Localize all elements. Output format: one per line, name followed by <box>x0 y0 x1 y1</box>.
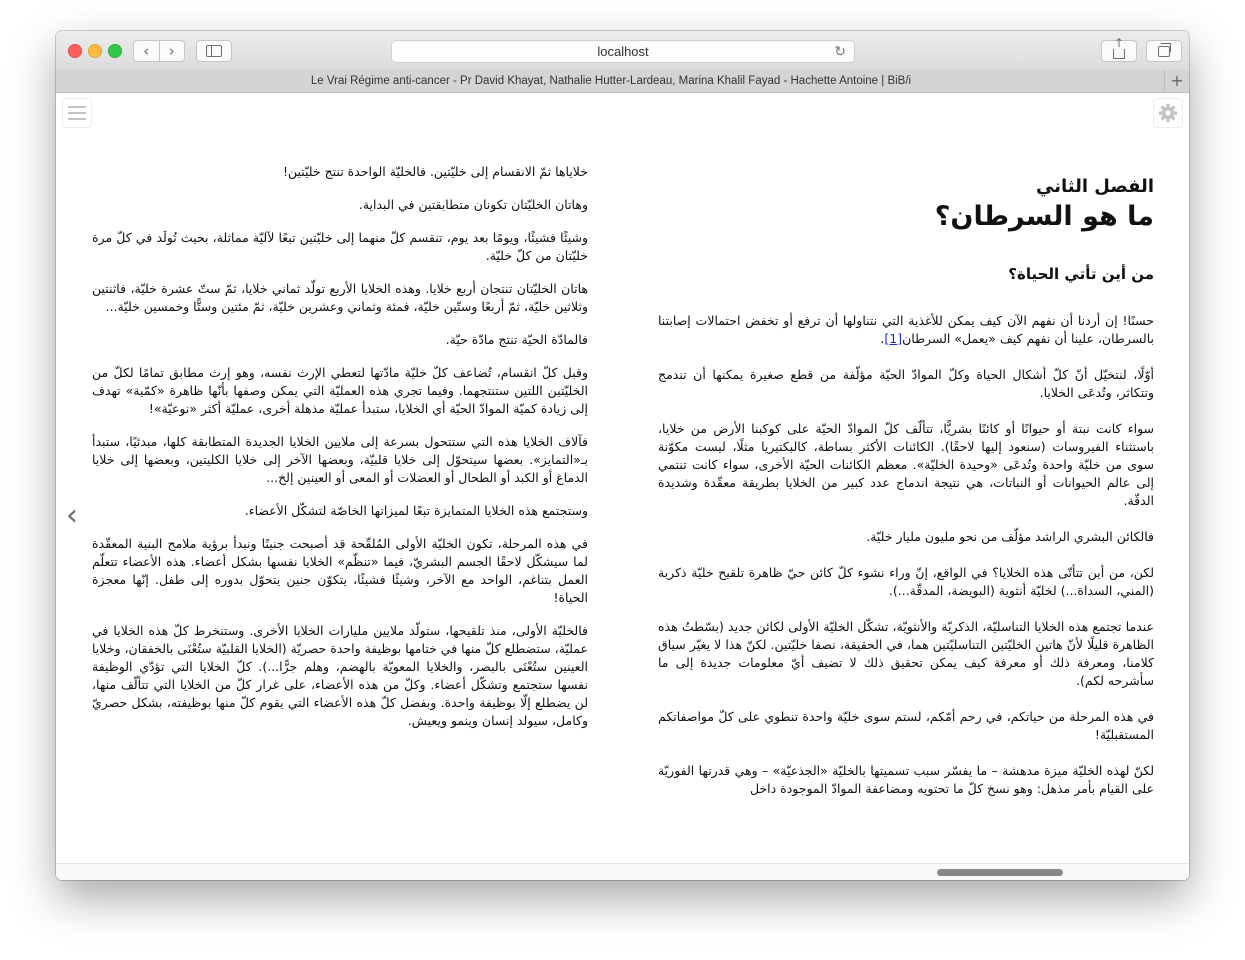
paragraph: فآلاف الخلايا هذه التي ستتحول بسرعة إلى ملايين الخلايا الجديدة المتطابقة كلها، مبدئيًا، ستبدأ بـ«التمايز». بعضها سيتحوّل إلى خلايا قلبيّة، وبعضها الآخر إلى خلايا الكليتين، وبعضها إلى خلايا الدماغ أو الكبد أو الطحال أو العضلات أو المعى أو العينين إلخ... <box>92 434 588 485</box>
paragraph: في هذه المرحلة، تكون الخليّة الأولى المُلقّحة قد أصبحت جنينًا ونبدأ برؤية ملامح البنية المعقّدة لما سيشكّل لاحقًا الجسم البشريّ، فيما «تنظّم» الخلايا نفسها بشكل أعضاء. هذه الأعضاء تتعلّم العمل بتناغم، الواحد مع الآخر، وشيئًا فشيئًا، يتكوّن جنين يتحوّل بدوره إلى طفل. إنّها معجزة الحياة! <box>92 536 588 605</box>
intro-end: . <box>880 331 885 346</box>
hamburger-icon-line <box>68 112 86 114</box>
close-window-button[interactable] <box>68 44 82 58</box>
gear-icon <box>1158 103 1178 123</box>
paragraph: خلاياها ثمّ الانقسام إلى خليّتين. فالخليّة الواحدة تنتج خليّتين! <box>282 164 588 179</box>
back-button[interactable]: ‹ <box>134 41 160 61</box>
scrollbar-thumb[interactable] <box>937 869 1063 876</box>
history-nav-group <box>133 40 185 62</box>
previous-page-arrow[interactable]: ‹ <box>66 498 78 533</box>
reader-viewport <box>56 93 1189 880</box>
show-tabs-button[interactable] <box>1146 40 1182 62</box>
tabs-icon <box>1158 46 1170 57</box>
paragraph: لكن، من أين تتأتّى هذه الخلايا؟ في الواقع، إنّ وراء نشوء كلّ كائن حيّ ظاهرة تلقيح خليّة ذكرية (المني، السداة...) لخليّة أنثوية (البويضة، المدقّة...). <box>658 565 1154 598</box>
paragraph: فالخليّة الأولى، منذ تلقيحها، ستولّد ملايين مليارات الخلايا الأخرى. وستنخرط كلّ هذه الخلايا في عمليّة، ستضطلع كلّ منها في ختامها بوظيفة واحدة حصريّة (الخلايا القلبيّة ستُعْنَى بالخفقان، وخلايا العينين ستُعْنَى بالبصر، والخلايا المعويّة بالهضم، وهلم جرًّا...). كلّ الخلايا التي تؤدّي الوظيفة نفسها ستجتمع وتشكّل أعضاء. وكلّ من هذه الأعضاء، على غرار كلّ من الخلايا التي تتألّف منها، لن يضطلع إلّا بوظيفة واحدة. وبفضل كلّ هذه الأعضاء التي يقوم كلّ منها بوظيفته، بشكل حصريّ وكامل، سيولد إنسان وينمو ويعيش. <box>92 623 588 728</box>
sidebar-toggle-button[interactable] <box>196 40 232 62</box>
paragraph: في هذه المرحلة من حياتكم، في رحم أمّكم، لستم سوى خليّة واحدة تنطوي على كلّ مواصفاتكم المستقبليّة! <box>658 709 1154 742</box>
paragraph: وستجتمع هذه الخلايا المتمايزة تبعًا لميزاتها الخاصّة لتشكّل الأعضاء. <box>244 503 588 518</box>
reader-settings-button[interactable] <box>1153 98 1183 128</box>
minimize-window-button[interactable] <box>88 44 102 58</box>
footnote-link[interactable]: [1] <box>884 331 903 346</box>
tab-bar <box>56 70 1189 93</box>
chapter-title: ما هو السرطان؟ <box>934 201 1154 232</box>
active-tab[interactable]: Le Vrai Régime anti-cancer - Pr David Khayat, Nathalie Hutter-Lardeau, Marina Khalil Fayad - Hachette Antoine | BiB/i <box>310 75 912 87</box>
paragraph: فالمادّة الحيّة تنتج مادّة حيّة. <box>445 332 588 347</box>
reader-menu-button[interactable] <box>62 98 92 128</box>
forward-button[interactable]: › <box>168 42 175 60</box>
reload-icon[interactable]: ↻ <box>834 43 846 59</box>
zoom-window-button[interactable] <box>108 44 122 58</box>
share-button[interactable] <box>1101 40 1137 62</box>
horizontal-scrollbar[interactable] <box>56 863 1189 880</box>
intro-text: حسنًا! إن أردنا أن نفهم الآن كيف يمكن للأغذية التي نتناولها أن ترفع أو تخفض احتمالات إصابتنا بالسرطان، علينا أن نفهم كيف «يعمل» السرطان <box>658 313 1154 346</box>
paragraph: عندما تجتمع هذه الخلايا التناسليّة، الذكريّة والأنثويّة، تشكّل الخليّة الأولى لكائن جديد (بسّطتُ هذه الظاهرة قليلًا لأنّ هاتين الخليّتين التناسليّتين هما، في الحقيقة، نصفا خليّتين. لكنّ هذا لا يغيّر سياق كلامنا، ومعرفة ذلك أو معرفة كيف يمكن تحقيق ذلك لا تضيف أيّ معلومات جديدة إلى ما سأشرحه لكم). <box>658 619 1154 688</box>
sidebar-icon <box>206 45 222 57</box>
paragraph: وقبل كلّ انقسام، تُضاعف كلّ خليّة مادّتها لتعطي الإرث نفسه، وهو إرث مطابق تمامًا لكلّ من الخليّتين اللتين ستنتجهما. وفيما تجري هذه العمليّة التي يمكن وصفها بأنّها ظاهرة «كمّية» تهدف إلى زيادة كميّة الموادّ الحيّة أي الخلايا، ستبدأ عمليّة مذهلة أخرى، عمليّة أكثر «نوعيّة»! <box>92 365 588 416</box>
paragraph: سواء كانت نبتة أو حيوانًا أو كائنًا بشريًّا، تتألّف كلّ الموادّ الحيّة على كوكبنا الأرض من خلايا، باستثناء الفيروسات (سنعود إليها لاحقًا). الكائنات الأكثر بساطة، كالبكتيريا مثلًا، ليست مكوّنة سوى من خليّة واحدة وتُدعَى «وحيدة الخليّة». معظم الكائنات الحيّة الأخرى، سواء كانت تنتمي إلى عالم الحيوانات أو النباتات، هي نتيجة اندماج عدد كبير من الخلايا بطريقة معقّدة وشديدة الدقّة. <box>658 421 1154 508</box>
paragraph: لكنّ لهذه الخليّة ميزة مدهشة – ما يفسّر سبب تسميتها بالخليّة «الجذعيّة» – وهي قدرتها الفوريّة على القيام بأمر مذهل: وهو نسخ كلّ ما تحتويه ومضاعفة الموادّ الموجودة داخل <box>658 763 1154 796</box>
address-text: localhost <box>597 44 649 59</box>
hamburger-icon-line <box>68 118 86 120</box>
paragraph: هاتان الخليّتان تنتجان أربع خلايا. وهذه الخلايا الأربع تولّد ثماني خلايا، ثمّ ستّ عشرة خليّة، فاثنتين وثلاثين خليّة، ثمّ أربعًا وستّين خليّة، فمئة وثماني وعشرين خليّة، ثمّ مئتين وستًّا وخمسين خليّة... <box>92 281 588 314</box>
share-icon <box>1113 49 1125 59</box>
right-page <box>658 176 1154 816</box>
address-bar[interactable] <box>391 40 855 63</box>
left-page <box>92 163 588 745</box>
paragraph: وشيئًا فشيئًا، ويومًا بعد يوم، تنقسم كلّ منهما إلى خليّتين تبعًا لآليّة مماثلة، بحيث تُولَد في كلّ مرة خليّتان من كلّ خليّة. <box>92 230 588 263</box>
paragraph: وهاتان الخليّتان تكونان متطابقتين في البداية. <box>358 197 588 212</box>
paragraph: أوّلًا، لنتخيّل أنّ كلّ أشكال الحياة وكلّ الموادّ الحيّة مؤلّفة من قطع صغيرة يمكنها أن تندمج وتتكاثر، وتُدعَى الخلايا. <box>658 367 1154 400</box>
hamburger-icon-line <box>68 106 86 108</box>
chapter-number: الفصل الثاني <box>1036 176 1154 197</box>
paragraph <box>658 312 1154 348</box>
browser-window <box>56 31 1189 880</box>
new-tab-button[interactable]: + <box>1164 70 1189 92</box>
section-heading: من أين تأتي الحياة؟ <box>1008 265 1154 283</box>
paragraph: فالكائن البشري الراشد مؤلّف من نحو مليون مليار خليّة. <box>866 529 1154 544</box>
title-bar <box>56 31 1189 71</box>
